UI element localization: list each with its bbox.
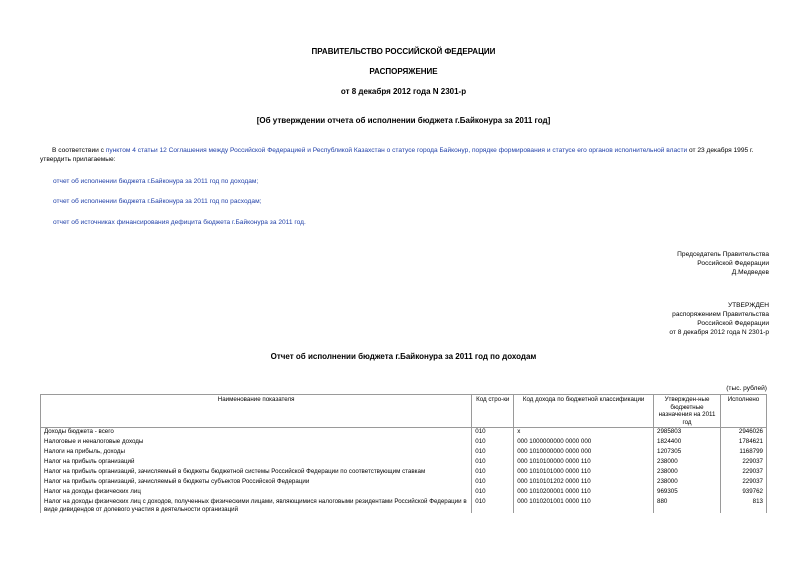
table-row (41, 498, 767, 513)
row-name: Налог на прибыль организаций, зачисляемый в бюджеты бюджетной системы Российской Федерации по соответствующим ставкам (41, 468, 472, 478)
row-name: Налог на прибыль организаций (41, 458, 472, 468)
approval-line-1: УТВЕРЖДЕН (727, 302, 769, 309)
row-code: 000 1000000000 0000 000 (514, 438, 654, 448)
report-title: Отчет об исполнении бюджета г.Байконура за 2011 год по доходам (270, 352, 537, 361)
row-approved: 1207305 (654, 448, 721, 458)
table-row (41, 488, 767, 498)
row-approved: 238000 (654, 458, 721, 468)
row-name: Налог на доходы физических лиц с доходов, полученных физическими лицами, являющимися налоговыми резидентами Российской Федерации в виде дивидендов от долевого участия в деятельности организаций (41, 498, 472, 513)
approval-block (569, 301, 769, 337)
row-code: x (514, 428, 654, 439)
signature-block (569, 250, 769, 277)
preamble-text-start: В соответствии с (52, 147, 106, 154)
agreement-link[interactable]: пунктом 4 статьи 12 Соглашения между Российской Федерацией и Республикой Казахстан о статусе города Байконур, порядке формирования и статусе его органов исполнительной власти (105, 147, 688, 154)
row-line: 010 (472, 498, 514, 513)
approved-item-expenses[interactable]: отчет об исполнении бюджета г.Байконура за 2011 год по расходам; (53, 198, 262, 205)
header-executed: Исполнено (720, 395, 766, 428)
row-approved: 238000 (654, 478, 721, 488)
document-type: РАСПОРЯЖЕНИЕ (369, 67, 438, 76)
row-line: 010 (472, 458, 514, 468)
header-approved: Утвержден-ные бюджетные назначения на 2011 год (654, 395, 721, 428)
approval-line-4: от 8 декабря 2012 года N 2301-р (669, 329, 769, 336)
row-line: 010 (472, 488, 514, 498)
row-approved: 2985803 (654, 428, 721, 439)
signature-line-2: Российской Федерации (697, 260, 769, 267)
row-code: 000 1010101000 0000 110 (514, 468, 654, 478)
row-name: Налоговые и неналоговые доходы (41, 438, 472, 448)
table-header-row (41, 395, 767, 428)
header-name: Наименование показателя (41, 395, 472, 428)
row-name: Налог на прибыль организаций, зачисляемый в бюджеты субъектов Российской Федерации (41, 478, 472, 488)
row-code: 000 1010201001 0000 110 (514, 498, 654, 513)
row-line: 010 (472, 448, 514, 458)
row-executed: 229037 (720, 458, 766, 468)
row-line: 010 (472, 468, 514, 478)
income-report-table (40, 394, 767, 513)
table-row (41, 448, 767, 458)
row-executed: 813 (720, 498, 766, 513)
row-code: 000 1010101202 0000 110 (514, 478, 654, 488)
row-executed: 229037 (720, 468, 766, 478)
table-row (41, 458, 767, 468)
approved-item-income[interactable]: отчет об исполнении бюджета г.Байконура за 2011 год по доходам; (53, 178, 259, 185)
row-executed: 1784621 (720, 438, 766, 448)
row-line: 010 (472, 438, 514, 448)
row-approved: 880 (654, 498, 721, 513)
table-row (41, 438, 767, 448)
table-row (41, 478, 767, 488)
signature-line-3: Д.Медведев (731, 269, 769, 276)
row-approved: 238000 (654, 468, 721, 478)
row-line: 010 (472, 428, 514, 439)
row-executed: 229037 (720, 478, 766, 488)
government-name: ПРАВИТЕЛЬСТВО РОССИЙСКОЙ ФЕДЕРАЦИИ (311, 47, 496, 56)
row-code: 000 1010000000 0000 000 (514, 448, 654, 458)
table-row (41, 428, 767, 439)
approval-line-2: распоряжением Правительства (672, 311, 769, 318)
row-executed: 939762 (720, 488, 766, 498)
header-line-code: Код стро-ки (472, 395, 514, 428)
signature-line-1: Председатель Правительства (677, 251, 769, 258)
document-title: [Об утверждении отчета об исполнении бюджета г.Байконура за 2011 год] (256, 116, 551, 125)
row-executed: 1168799 (720, 448, 766, 458)
row-name: Доходы бюджета - всего (41, 428, 472, 439)
header-income-code: Код дохода по бюджетной классификации (514, 395, 654, 428)
row-name: Налог на доходы физических лиц (41, 488, 472, 498)
approval-line-3: Российской Федерации (697, 320, 769, 327)
row-approved: 969305 (654, 488, 721, 498)
document-date-number: от 8 декабря 2012 года N 2301-р (340, 87, 467, 96)
preamble-text-end: от 23 декабря 1995 г. утвердить прилагаемые: (40, 147, 754, 163)
row-code: 000 1010100000 0000 110 (514, 458, 654, 468)
row-approved: 1824400 (654, 438, 721, 448)
table-row (41, 468, 767, 478)
row-executed: 2946026 (720, 428, 766, 439)
row-code: 000 1010200001 0000 110 (514, 488, 654, 498)
preamble (40, 146, 770, 164)
row-line: 010 (472, 478, 514, 488)
approved-item-deficit[interactable]: отчет об источниках финансирования дефицита бюджета г.Байконура за 2011 год. (53, 219, 306, 226)
report-units: (тыс. рублей) (726, 385, 767, 392)
row-name: Налоги на прибыль, доходы (41, 448, 472, 458)
